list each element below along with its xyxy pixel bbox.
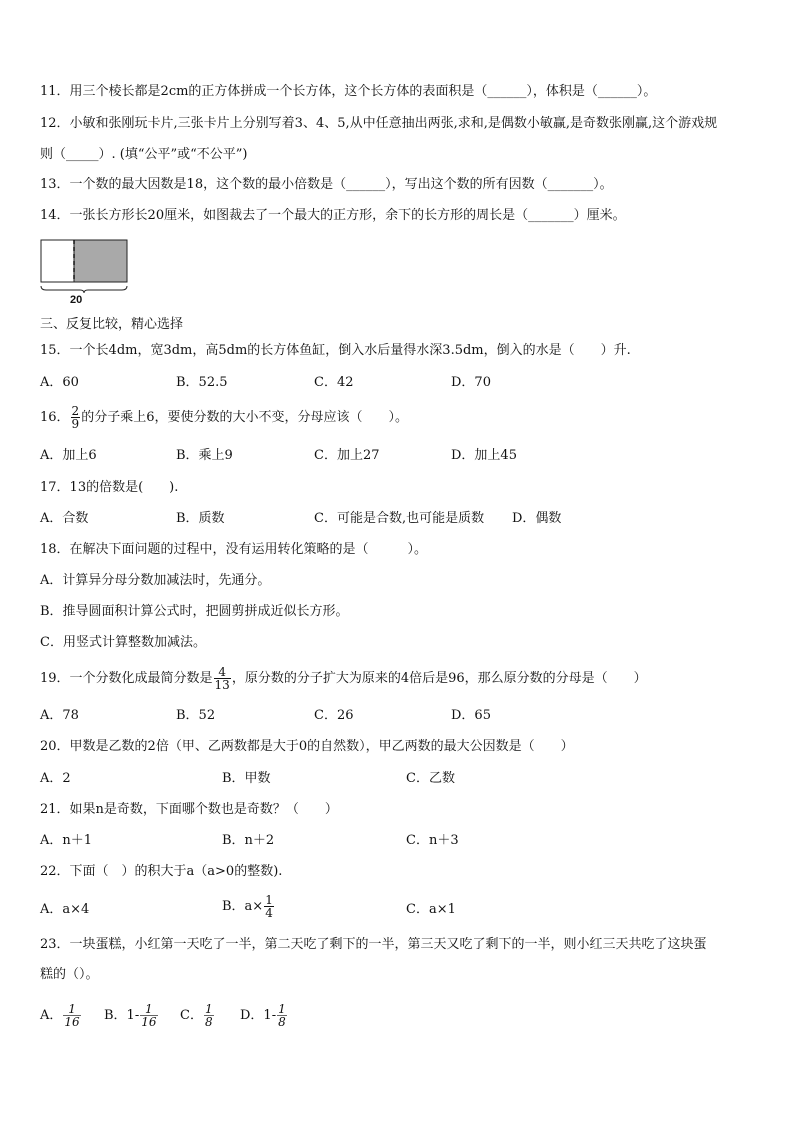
q18-option-c[interactable]: C．用竖式计算整数加减法。: [40, 635, 206, 650]
q23-option-a[interactable]: [40, 1003, 82, 1028]
q19-prefix: 19．一个分数化成最简分数是: [40, 671, 213, 686]
question-16: [40, 405, 408, 430]
q21-option-a[interactable]: A．n＋1: [40, 833, 93, 848]
length-label: 20: [70, 294, 83, 306]
q23-option-b-fraction: [140, 1003, 157, 1028]
q16-fraction-denominator: 9: [71, 417, 80, 431]
q16-option-d[interactable]: D．加上45: [451, 448, 517, 463]
question-12-line2: 则（_____）. (填“公平”或“不公平”): [40, 147, 248, 162]
q23-a-numerator: 1: [63, 1003, 80, 1016]
q20-option-a[interactable]: A．2: [40, 771, 71, 786]
q19-fraction: [214, 666, 231, 691]
q19-option-a[interactable]: A．78: [40, 708, 79, 723]
q21-option-b[interactable]: B．n＋2: [222, 833, 275, 848]
q19-suffix: ，原分数的分子扩大为原来的4倍后是96，那么原分数的分母是（ ）: [231, 671, 647, 686]
q23-d-numerator: 1: [278, 1002, 286, 1016]
question-19: [40, 666, 647, 691]
q17-option-c[interactable]: C．可能是合数,也可能是质数: [314, 511, 485, 526]
q15-option-b[interactable]: B．52.5: [176, 375, 228, 390]
q23-b-numerator: 1: [140, 1003, 157, 1016]
q15-option-a[interactable]: A．60: [40, 375, 79, 390]
q17-option-d[interactable]: D．偶数: [512, 511, 562, 526]
q23-b-denominator: 16: [141, 1015, 157, 1029]
question-11: 11．用三个棱长都是2cm的正方体拼成一个长方体，这个长方体的表面积是（______），体积是（______）。: [40, 84, 657, 99]
question-15: 15．一个长4dm，宽3dm，高5dm的长方体鱼缸，倒入水后量得水深3.5dm，倒入的水是（ ）升.: [40, 343, 631, 358]
q23-option-a-fraction: [63, 1003, 80, 1028]
q19-option-d[interactable]: D．65: [451, 708, 491, 723]
question-22: 22．下面（ ）的积大于a（a>0的整数).: [40, 864, 283, 879]
q22-option-b-label: B．a×: [222, 899, 264, 914]
q22-option-b-fraction: [264, 894, 274, 919]
question-13: 13．一个数的最大因数是18，这个数的最小倍数是（______），写出这个数的所有因数（_______）。: [40, 177, 613, 192]
q17-option-a[interactable]: A．合数: [40, 511, 89, 526]
q16-prefix: 16．: [40, 410, 70, 425]
q16-option-b[interactable]: B．乘上9: [176, 448, 233, 463]
q23-option-c-fraction: [204, 1003, 214, 1028]
q16-option-c[interactable]: C．加上27: [314, 448, 380, 463]
q23-option-a-label: A．: [40, 1008, 63, 1023]
cut-square: [74, 240, 127, 282]
q22-option-c[interactable]: C．a×1: [406, 902, 456, 917]
q18-option-b[interactable]: B．推导圆面积计算公式时，把圆剪拼成近似长方形。: [40, 604, 349, 619]
q16-option-a[interactable]: A．加上6: [40, 448, 97, 463]
q23-c-denominator: 8: [204, 1015, 213, 1029]
question-12-line1: 12．小敏和张刚玩卡片,三张卡片上分别写着3、4、5,从中任意抽出两张,求和,是偶数小敏赢,是奇数张刚赢,这个游戏规: [40, 116, 718, 131]
rectangle-figure: [40, 238, 130, 306]
q23-option-d-fraction: [277, 1003, 287, 1028]
section-heading-3: 三、反复比较，精心选择: [40, 317, 184, 332]
q19-fraction-numerator: 4: [214, 666, 231, 679]
length-brace: [41, 286, 127, 293]
q16-fraction-numerator: 2: [71, 404, 80, 418]
q15-option-d[interactable]: D．70: [451, 375, 491, 390]
q22-fraction-denominator: 4: [265, 906, 273, 920]
q15-option-c[interactable]: C．42: [314, 375, 354, 390]
question-23-line2: 糕的（）。: [40, 967, 99, 982]
q19-option-b[interactable]: B．52: [176, 708, 216, 723]
q20-option-c[interactable]: C．乙数: [406, 771, 455, 786]
q23-option-d[interactable]: [240, 1003, 288, 1028]
q19-option-c[interactable]: C．26: [314, 708, 354, 723]
q22-option-a[interactable]: A．a×4: [40, 902, 90, 917]
question-21: 21．如果n是奇数，下面哪个数也是奇数？（ ）: [40, 802, 338, 817]
q23-option-c-label: C．: [180, 1008, 203, 1023]
q23-d-denominator: 8: [278, 1015, 286, 1029]
question-14: 14．一张长方形长20厘米，如图裁去了一个最大的正方形，余下的长方形的周长是（_______）厘米。: [40, 208, 626, 223]
q23-option-b-label: B．1-: [104, 1008, 140, 1023]
q23-a-denominator: 16: [64, 1015, 80, 1029]
q22-fraction-numerator: 1: [265, 893, 273, 907]
q23-option-c[interactable]: [180, 1003, 215, 1028]
q21-option-c[interactable]: C．n＋3: [406, 833, 459, 848]
question-23-line1: 23．一块蛋糕，小红第一天吃了一半，第二天吃了剩下的一半，第三天又吃了剩下的一半，则小红三天共吃了这块蛋: [40, 937, 707, 952]
q23-option-d-label: D．1-: [240, 1008, 277, 1023]
question-20: 20．甲数是乙数的2倍（甲、乙两数都是大于0的自然数），甲乙两数的最大公因数是（ ）: [40, 739, 574, 754]
q17-option-b[interactable]: B．质数: [176, 511, 225, 526]
question-17: 17．13的倍数是( ).: [40, 480, 179, 495]
rectangle-figure-svg: [40, 238, 130, 298]
q20-option-b[interactable]: B．甲数: [222, 771, 271, 786]
q23-option-b[interactable]: [104, 1003, 159, 1028]
question-18: 18．在解决下面问题的过程中，没有运用转化策略的是（ ）。: [40, 542, 428, 557]
q19-fraction-denominator: 13: [214, 678, 230, 692]
q16-suffix: 的分子乘上6，要使分数的大小不变，分母应该（ ）。: [81, 410, 408, 425]
q18-option-a[interactable]: A．计算异分母分数加减法时，先通分。: [40, 573, 271, 588]
q16-fraction: [71, 405, 81, 430]
q23-c-numerator: 1: [204, 1002, 213, 1016]
q22-option-b[interactable]: [222, 894, 275, 919]
